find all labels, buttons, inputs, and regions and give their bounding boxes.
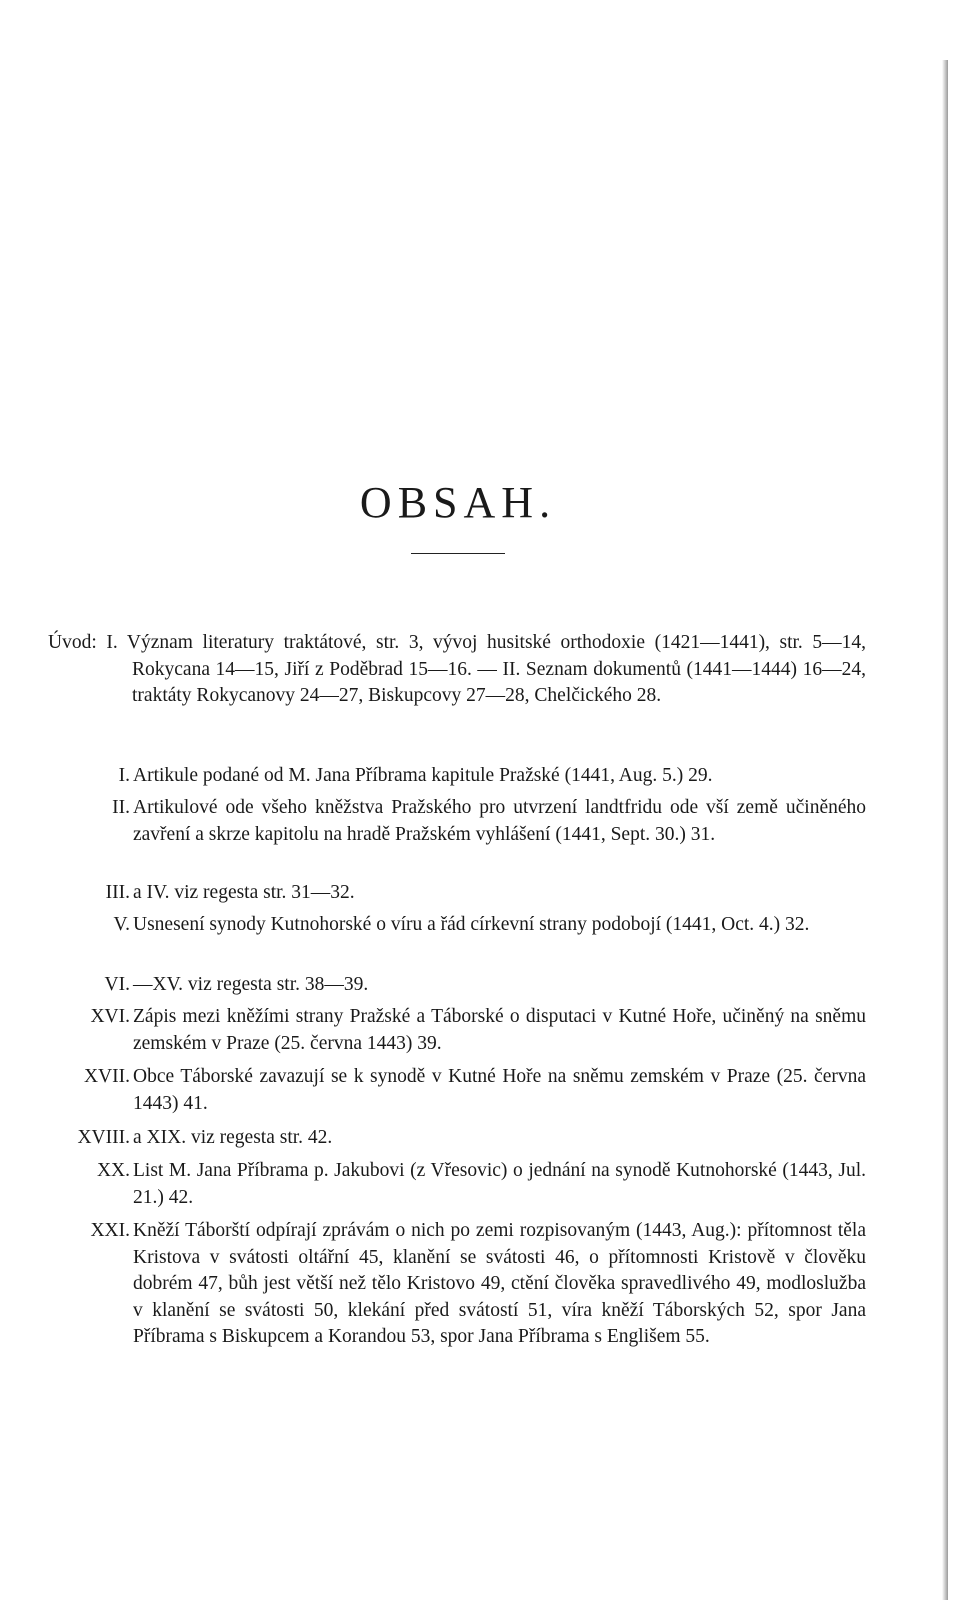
entry-text: Artikule podané od M. Jana Příbrama kapitule Pražské (1441, Aug. 5.) 29. — [133, 765, 713, 786]
title-rule — [411, 553, 505, 554]
entry-number: XVII. — [83, 1066, 130, 1087]
entry-text: Obce Táborské zavazují se k synodě v Kutné Hoře na sněmu zemském v Praze (25. června 1443) 41. — [133, 1066, 866, 1114]
entry-number: VI. — [104, 974, 130, 995]
toc-entry-1 — [118, 763, 866, 790]
entry-text: Kněží Táborští odpírají zprávám o nich po zemi rozpisovaným (1443, Aug.): přítomnost těla Kristova v svátosti oltářní 45, klanění se svátosti 46, o přítomnosti Kristově v člověku dobrém 47, bůh jest větší než tělo Kristovo 49, ctění člověka spravedlivého 49, modloslužba v klanění se svátosti 50, klekání před svátostí 51, víra kněží Táborských 52, spor Jana Příbrama s Biskupcem a Korandou 53, spor Jana Příbrama s Englišem 55. — [133, 1220, 866, 1347]
entry-number: I. — [118, 765, 130, 786]
entry-number: XVIII. — [77, 1127, 130, 1148]
toc-entry-8 — [77, 1125, 866, 1152]
page-title: OBSAH. — [359, 478, 557, 528]
entry-text: List M. Jana Příbrama p. Jakubovi (z Vřesovic) o jednání na synodě Kutnohorské (1443, Jul. 21.) 42. — [133, 1160, 866, 1208]
intro-text: I. Význam literatury traktátové, str. 3, vývoj husitské orthodoxie (1421—1441), str. 5—14, Rokycana 14—15, Jiří z Poděbrad 15—16. — II. Seznam dokumentů (1441—1444) 16—24, traktáty Rokycanovy 24—27, Biskupcovy 27—28, Chelčického 28. — [106, 632, 866, 706]
entry-number: XX. — [96, 1160, 130, 1181]
entry-number: XXI. — [90, 1220, 130, 1241]
entry-text: Artikulové ode všeho kněžstva Pražského pro utvrzení landtfridu ode vší země učiněného zavření a skrze kapitolu na hradě Pražském vyhlášení (1441, Sept. 30.) 31. — [133, 797, 866, 845]
entry-number: III. — [105, 882, 130, 903]
toc-entry-9 — [96, 1158, 866, 1211]
toc-entry-6 — [90, 1004, 866, 1057]
entry-text: —XV. viz regesta str. 38—39. — [133, 974, 369, 995]
toc-entry-4 — [113, 912, 866, 939]
entry-number: XVI. — [90, 1006, 130, 1027]
page-edge-shadow — [942, 60, 948, 1600]
entry-text: Usnesení synody Kutnohorské o víru a řád církevní strany podobojí (1441, Oct. 4.) 32. — [133, 914, 810, 935]
toc-entry-3 — [105, 880, 866, 907]
toc-entry-5 — [104, 972, 866, 999]
entry-number: V. — [113, 914, 130, 935]
entry-number: II. — [112, 797, 130, 818]
entry-text: Zápis mezi kněžími strany Pražské a Táborské o disputaci v Kutné Hoře, učiněný na sněmu zemském v Praze (25. června 1443) 39. — [133, 1006, 866, 1054]
toc-entry-10 — [90, 1218, 866, 1351]
toc-intro — [48, 630, 866, 710]
entry-text: a IV. viz regesta str. 31—32. — [133, 882, 355, 903]
toc-entry-2 — [112, 795, 866, 848]
entry-text: a XIX. viz regesta str. 42. — [133, 1127, 333, 1148]
intro-label: Úvod: — [48, 632, 97, 653]
toc-entry-7 — [83, 1064, 866, 1117]
